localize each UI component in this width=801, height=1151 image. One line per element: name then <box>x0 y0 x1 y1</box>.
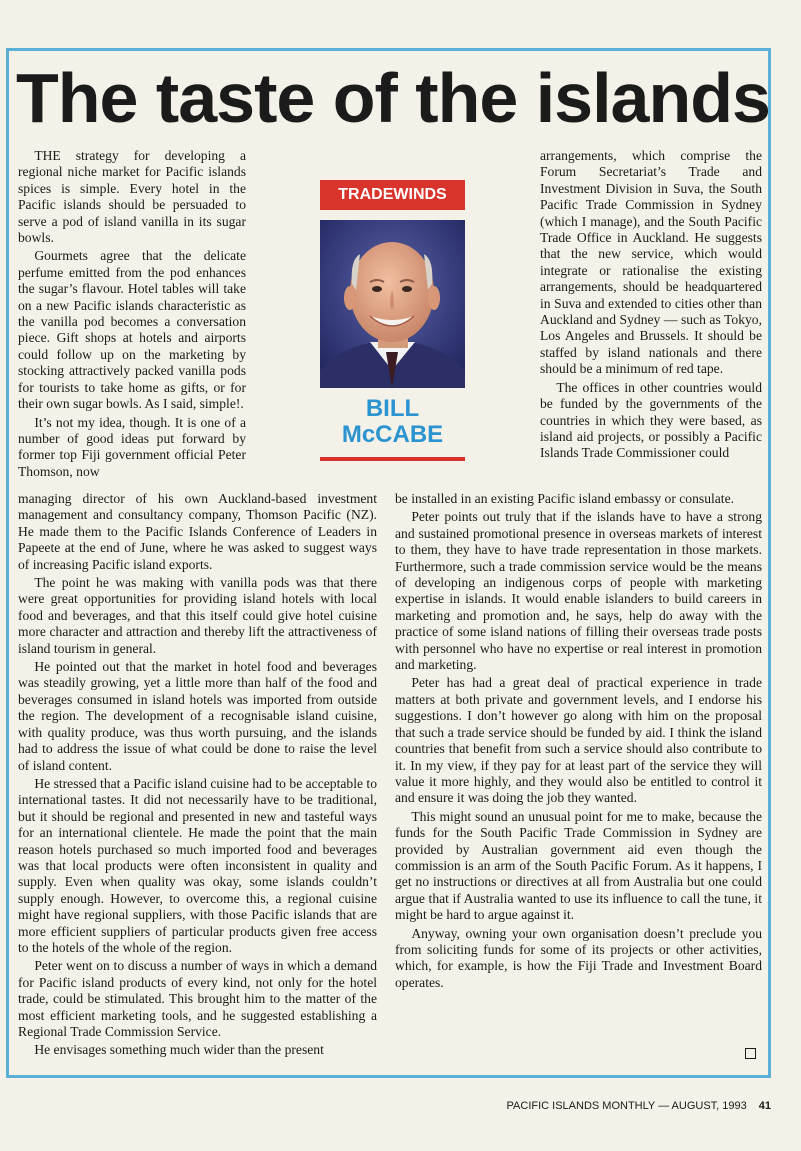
paragraph: He pointed out that the market in hotel food and beverages was steadily growing, yet a little more than half of the food and beverages consumed in island hotels was imported from outside the region. The development of a recognisable island cuisine, with quality produce, was thus worth pursuing, and the islands had to address the issue of what could be done to raise the level of island content. <box>18 659 377 773</box>
column-badge: TRADEWINDS <box>320 180 465 210</box>
author-photo <box>320 220 465 388</box>
paragraph: THE strategy for developing a regional niche market for Pacific islands spices is simple. Every hotel in the Pacific islands should be persuaded to serve a pod of island vanilla in its sugar bowls. <box>18 148 246 246</box>
column-right-top <box>540 148 762 462</box>
paragraph: It’s not my idea, though. It is one of a number of good ideas put forward by former top Fiji government official Peter Thomson, now <box>18 414 246 479</box>
column-left-top <box>18 148 246 480</box>
column-right-bottom <box>395 491 762 991</box>
column-left-bottom <box>18 491 377 1059</box>
article-title: The taste of the islands <box>16 59 770 137</box>
paragraph: arrangements, which comprise the Forum Secretariat’s Trade and Investment Division in Suva, the South Pacific Trade Commission in Sydney (which I manage), and the South Pacific Trade Office in Auckland. He suggests that the new service, which would integrate or rationalise the existing arrangements, should be headquartered in Suva and extended to cities other than Auckland and Sydney — such as Tokyo, Los Angeles and Brussels. It should be staffed by island nationals and there should be a minimum of red tape. <box>540 148 762 377</box>
paragraph: Peter has had a great deal of practical experience in trade matters at both private and government levels, and I endorse his suggestions. I don’t however go along with him on the proposal that such a trade service should be funded by aid. I think the island countries that benefit from such a service should also contribute to it. In my view, if they pay for at least part of the service they will value it more highly, and they would also be entitled to control it and ensure it was doing the job they wanted. <box>395 675 762 806</box>
author-name <box>320 396 465 448</box>
page-footer <box>507 1100 771 1112</box>
paragraph: This might sound an unusual point for me to make, because the funds for the South Pacific Trade Commission in Sydney are provided by Australian government aid even though the commission is an arm of the South Pacific Forum. As it happens, I get no instructions or directives at all from Australia but one could argue that if Australia wanted to use its influence to call the tune, it might be hard to argue against it. <box>395 808 762 923</box>
paragraph: He envisages something much wider than the present <box>34 1042 324 1058</box>
paragraph: Peter points out truly that if the islands have to have a strong and sustained promotional presence in overseas markets of interest to them, they have to have trade representation in those markets. Furthermore, such a trade commission service would be the means of developing an indigenous corps of people with marketing expertise in islands. It would enable islanders to build careers in marketing and promotion and, he says, help do away with the practice of some island nations of filling their overseas trade posts with personnel who have no expertise or real interest in promotion and marketing. <box>395 509 762 673</box>
paragraph: Anyway, owning your own organisation doesn’t preclude you from soliciting funds for some of its projects or other activities, which, for example, is how the Fiji Trade and Investment Board operates. <box>395 925 762 990</box>
paragraph: Peter went on to discuss a number of ways in which a demand for Pacific island products of every kind, not only for the hotel trade, could be stimulated. This brought him to the matter of the most efficient marketing tools, and he suggested establishing a Regional Trade Commission Service. <box>18 958 377 1039</box>
paragraph: The offices in other countries would be funded by the governments of the countries in which they were based, as island aid projects, or possibly a Pacific Islands Trade Commissioner could <box>540 379 762 461</box>
page-number: 41 <box>758 1100 771 1112</box>
paragraph: He stressed that a Pacific island cuisine had to be acceptable to international tastes. It did not necessarily have to be traditional, but it should be regional and presented in new and tasteful ways for an international clientele. He made the point that the main reason hotels purchased so much imported food and beverages was that local products were often inconsistent in quality and supply. Even when quality was okay, some islands couldn’t supply enough. However, to overcome this, a regional cuisine might have regional suppliers, with those Pacific islands that are more efficient suppliers of particular products given free access to the hotels of the whole of the region. <box>18 775 377 955</box>
author-first-name: BILL <box>365 395 420 422</box>
paragraph: managing director of his own Auckland-based investment management and consultancy company, Thomson Pacific (NZ). He made them to the Pacific Islands Conference of Leaders in Papeete at the end of June, where he was asked to suggest ways of increasing Pacific island exports. <box>18 491 377 572</box>
end-of-article-mark <box>745 1048 756 1059</box>
author-underline-rule <box>320 457 465 461</box>
paragraph: Gourmets agree that the delicate perfume emitted from the pod enhances the sugar’s flavour. Hotel tables will take on a new Pacific islands characteristic as the vanilla pod becomes a conversation piece. Gift shops at hotels and airports could follow up on the marketing by stocking attractively packed vanilla pods for tourists to take home as gifts, or for their own sugar bowls. As I said, simple!. <box>18 248 246 412</box>
paragraph: The point he was making with vanilla pods was that there were great opportunities for providing island hotels with local food and beverages, and that this itself could give hotel cuisine more character and attraction and thereby lift the attractiveness of island tourism in general. <box>18 575 377 656</box>
paragraph: be installed in an existing Pacific island embassy or consulate. <box>395 491 735 506</box>
author-portrait-image <box>320 220 465 388</box>
publication-line: PACIFIC ISLANDS MONTHLY — AUGUST, 1993 <box>506 1100 747 1112</box>
author-last-name: McCABE <box>341 421 444 448</box>
